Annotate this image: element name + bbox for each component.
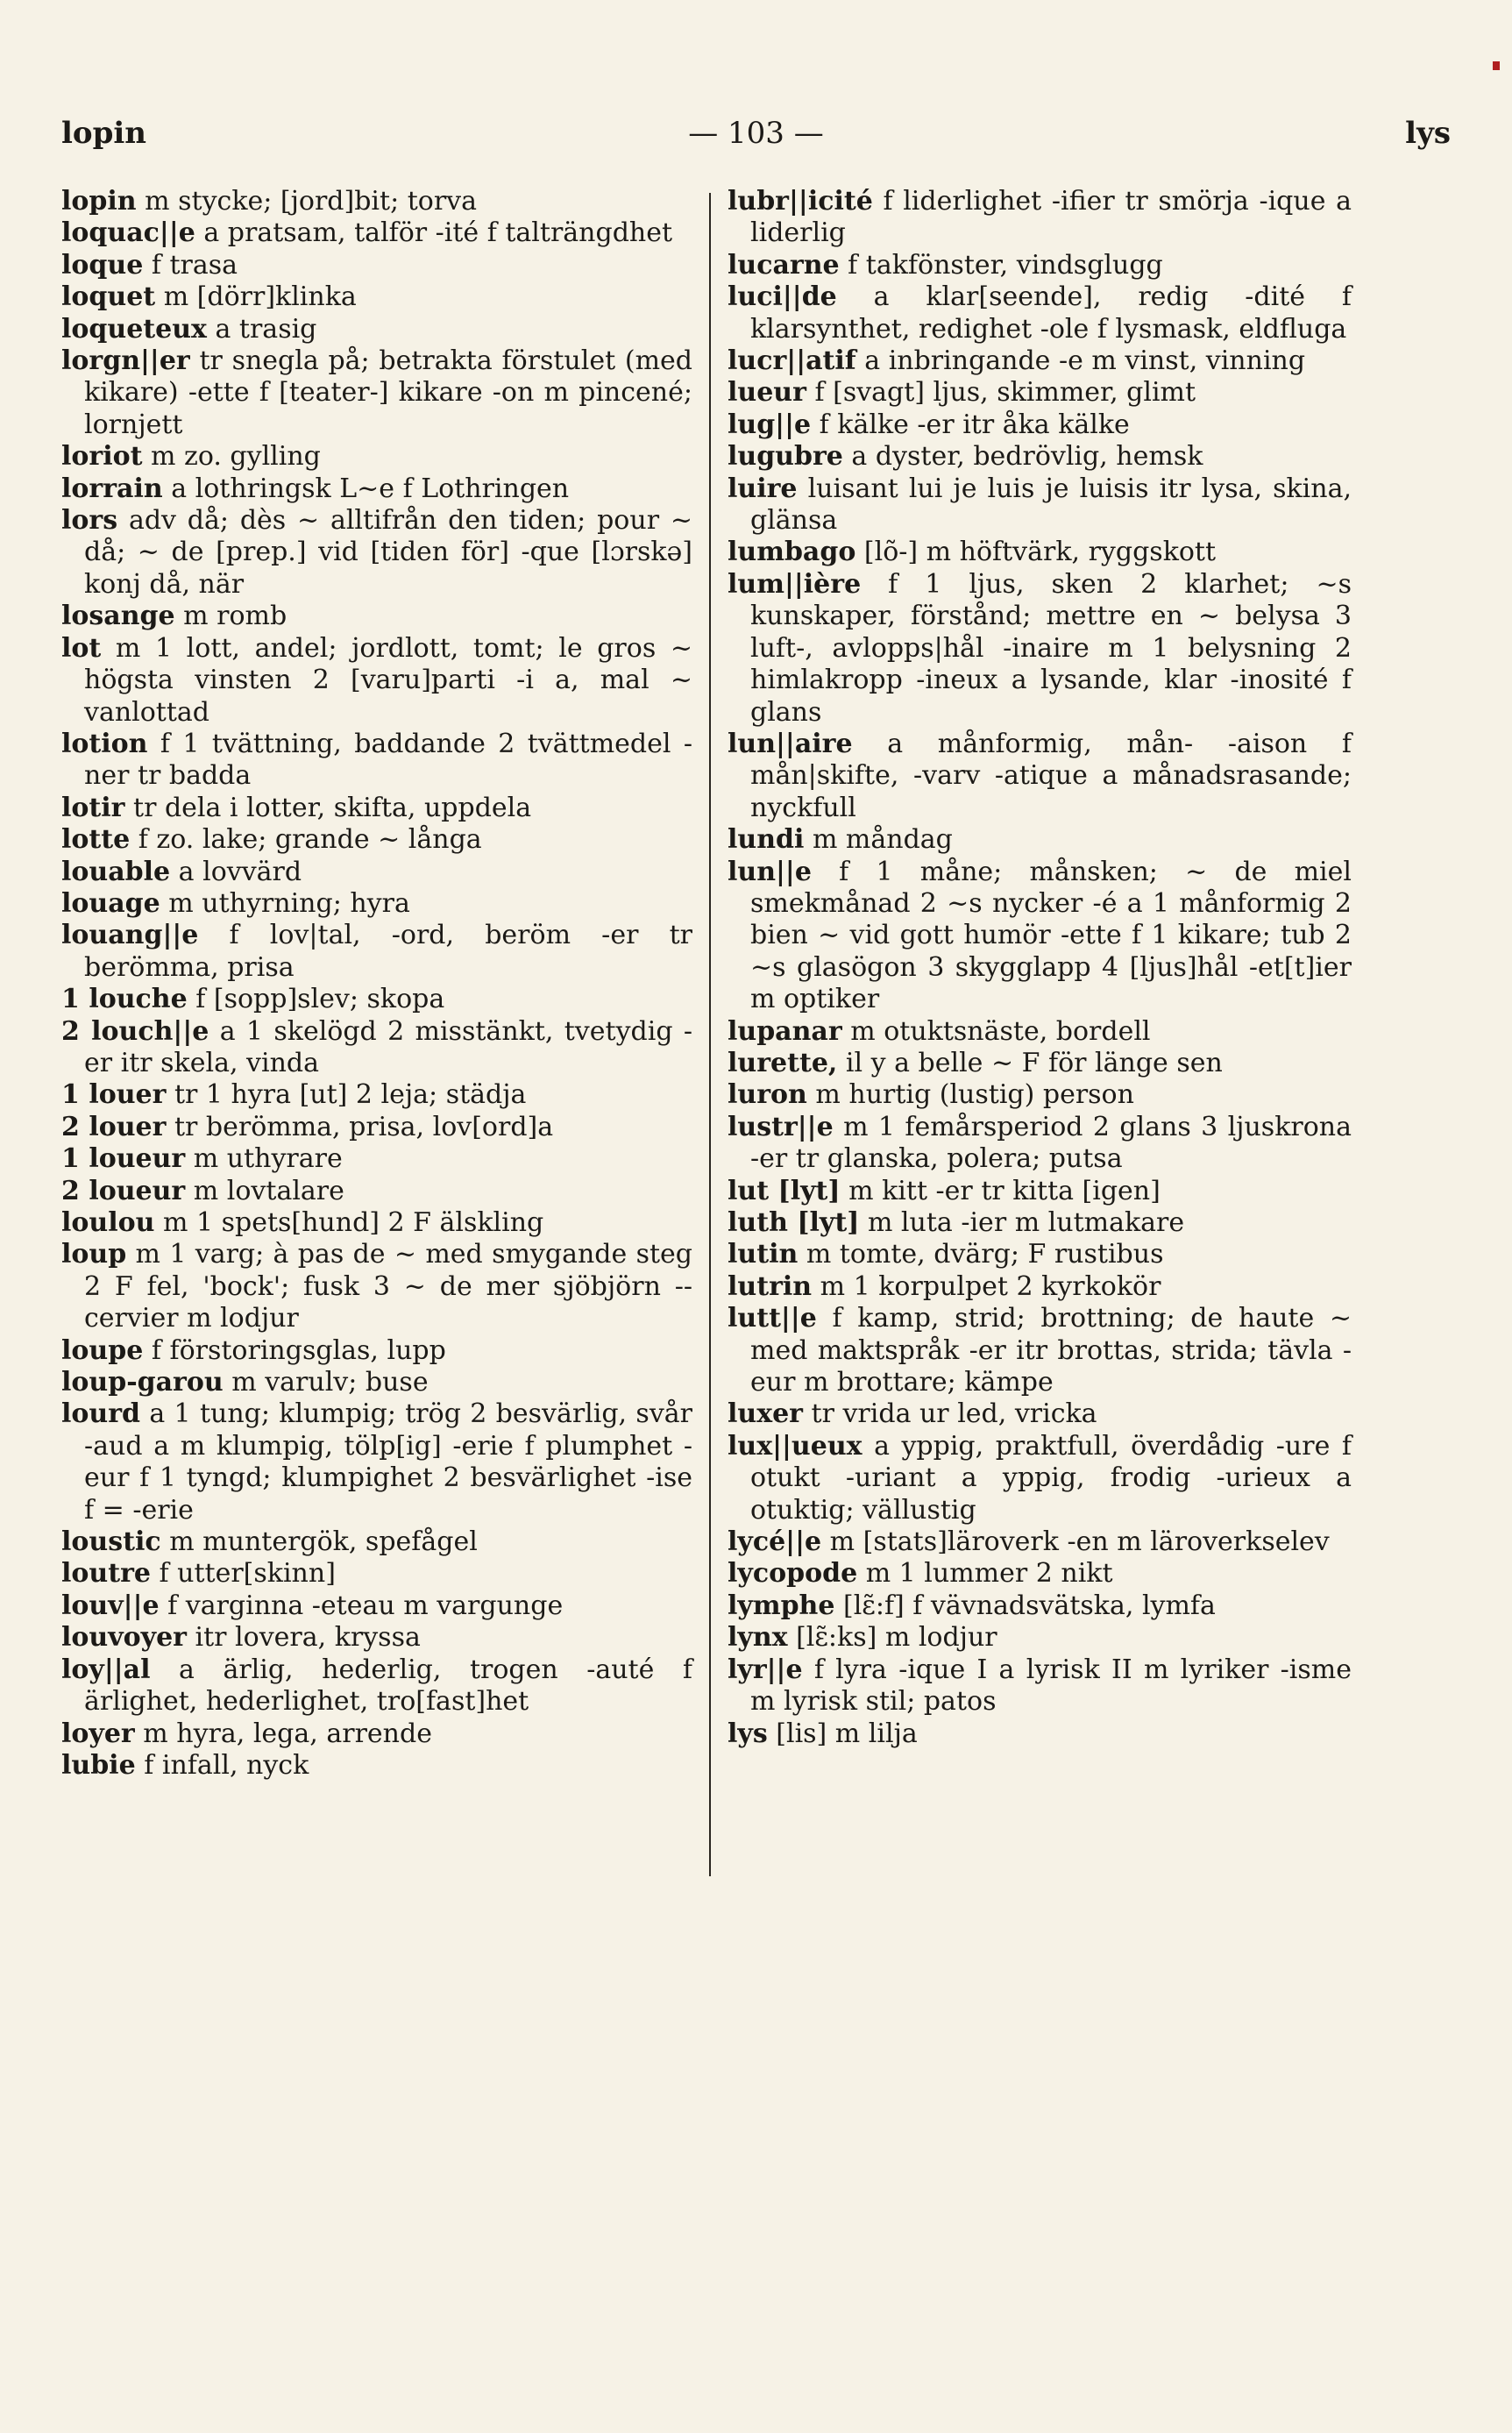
dictionary-entry xyxy=(61,1176,692,1207)
dictionary-entry xyxy=(61,1079,692,1111)
entry-headword: louang||e xyxy=(61,920,199,951)
entry-headword: lut [lyt] xyxy=(728,1175,841,1206)
entry-headword: lopin xyxy=(61,186,137,217)
dictionary-entry xyxy=(728,1176,1352,1207)
entry-headword: lun||e xyxy=(728,856,812,887)
entry-definition: luisant lui je luis je luisis itr lysa, skina, glänsa xyxy=(750,473,1352,537)
entry-headword: lupanar xyxy=(728,1015,842,1047)
entry-headword: lubie xyxy=(61,1749,136,1781)
entry-definition: tr dela i lotter, skifta, uppdela xyxy=(133,792,532,823)
dictionary-entry xyxy=(61,1654,692,1718)
entry-headword: losange xyxy=(61,601,175,632)
entry-definition: f zo. lake; grande ~ långa xyxy=(138,824,482,856)
entry-definition: tr snegla på; betrakta förstulet (med kikare) -ette f [teater-] kikare -on m pincené; lornjett xyxy=(84,345,692,440)
dictionary-entry xyxy=(728,729,1352,824)
entry-headword: loustic xyxy=(61,1526,161,1558)
entry-definition: [lɛ̃:ks] m lodjur xyxy=(796,1622,997,1654)
entry-headword: lorgn||er xyxy=(61,345,190,377)
dictionary-entry xyxy=(61,824,692,856)
entry-headword: louage xyxy=(61,887,160,919)
dictionary-entry xyxy=(61,1239,692,1334)
entry-headword: luth [lyt] xyxy=(728,1207,860,1238)
dictionary-entry xyxy=(61,1112,692,1143)
entry-definition: f liderlighet -ifier tr smörja -ique a liderlig xyxy=(750,186,1352,249)
entry-definition: [lis] m lilja xyxy=(776,1718,918,1749)
entry-headword: loupe xyxy=(61,1334,144,1366)
entry-headword: 2 loueur xyxy=(61,1175,186,1206)
entry-headword: 2 louch||e xyxy=(61,1015,209,1047)
entry-definition: itr lovera, kryssa xyxy=(195,1622,421,1654)
entry-headword: loyer xyxy=(61,1718,135,1749)
entry-headword: loutre xyxy=(61,1558,151,1590)
entry-headword: louv||e xyxy=(61,1590,160,1621)
dictionary-entry xyxy=(728,1207,1352,1239)
entry-headword: luron xyxy=(728,1079,807,1111)
entry-definition: a 1 tung; klumpig; trög 2 besvärlig, svår -aud a m klumpig, tölp[ig] -erie f plumphet -eur f 1 tyngd; klumpighet 2 besvärlighet -ise f = -erie xyxy=(84,1398,692,1526)
dictionary-entry xyxy=(61,1143,692,1175)
page-corner-mark xyxy=(1493,61,1500,70)
dictionary-entry xyxy=(61,633,692,729)
dictionary-entry xyxy=(728,1718,1352,1750)
entry-headword: lum||ière xyxy=(728,568,862,600)
entry-definition: f 1 ljus, sken 2 klarhet; ~s kunskaper, förstånd; mettre en ~ belysa 3 luft-, avlopps|hål -inaire m 1 belysning 2 himlakropp -ineux a lysande, klar -inosité f glans xyxy=(750,568,1352,728)
dictionary-entry xyxy=(728,1303,1352,1398)
entry-headword: loqueteux xyxy=(61,313,207,345)
entry-definition: m [dörr]klinka xyxy=(163,281,357,313)
dictionary-columns xyxy=(61,186,1352,1904)
dictionary-entry xyxy=(728,1590,1352,1622)
dictionary-entry xyxy=(61,345,692,441)
entry-definition: a klar[seende], redig -dité f klarsynthet, redighet -ole f lysmask, eldfluga xyxy=(750,281,1352,345)
dictionary-entry xyxy=(728,857,1352,1016)
dictionary-entry xyxy=(728,473,1352,537)
dictionary-entry xyxy=(728,281,1352,345)
dictionary-entry xyxy=(728,186,1352,250)
entry-headword: lymphe xyxy=(728,1590,835,1621)
dictionary-entry xyxy=(61,1367,692,1398)
entry-headword: loup-garou xyxy=(61,1367,224,1398)
entry-definition: tr berömma, prisa, lov[ord]a xyxy=(174,1111,554,1142)
entry-definition: f 1 måne; månsken; ~ de miel smekmånad 2 ~s nycker -é a 1 månformig 2 bien ~ vid gott humör -ette f 1 kikare; tub 2 ~s glasögon 3 skygglapp 4 [ljus]hål -et[t]ier m optiker xyxy=(750,856,1352,1015)
entry-headword: lun||aire xyxy=(728,728,853,759)
dictionary-entry xyxy=(61,984,692,1015)
entry-definition: f [sopp]slev; skopa xyxy=(195,984,445,1015)
dictionary-entry xyxy=(728,1271,1352,1303)
entry-headword: lyr||e xyxy=(728,1654,803,1685)
entry-definition: m muntergök, spefågel xyxy=(169,1526,478,1558)
entry-headword: lueur xyxy=(728,377,806,409)
dictionary-entry xyxy=(61,1335,692,1367)
dictionary-entry xyxy=(728,1431,1352,1526)
dictionary-entry xyxy=(728,1558,1352,1590)
entry-headword: luci||de xyxy=(728,281,837,313)
dictionary-entry xyxy=(61,1398,692,1526)
right-column xyxy=(728,186,1352,1750)
entry-definition: m 1 lott, andel; jordlott, tomt; le gros ~ högsta vinsten 2 [varu]parti -i a, mal ~ vanlottad xyxy=(84,632,692,728)
entry-headword: louable xyxy=(61,856,171,887)
entry-headword: lot xyxy=(61,632,102,664)
entry-headword: lustr||e xyxy=(728,1111,834,1142)
entry-definition: m 1 korpulpet 2 kyrkokör xyxy=(820,1270,1161,1302)
entry-definition: a lovvärd xyxy=(178,856,302,887)
entry-headword: lynx xyxy=(728,1622,788,1654)
entry-headword: 1 louer xyxy=(61,1079,167,1111)
entry-definition: m uthyrare xyxy=(193,1143,343,1175)
entry-definition: f varginna -eteau m vargunge xyxy=(167,1590,564,1621)
dictionary-entry xyxy=(61,793,692,824)
dictionary-entry xyxy=(728,1526,1352,1558)
entry-headword: louvoyer xyxy=(61,1622,187,1654)
dictionary-entry xyxy=(61,1207,692,1239)
entry-headword: lutt||e xyxy=(728,1303,817,1334)
entry-definition: m hyra, lega, arrende xyxy=(143,1718,432,1749)
entry-definition: a trasig xyxy=(215,313,317,345)
entry-headword: lotion xyxy=(61,728,148,759)
dictionary-entry xyxy=(61,857,692,888)
dictionary-entry xyxy=(61,186,692,217)
dictionary-entry xyxy=(61,217,692,249)
dictionary-entry xyxy=(61,1622,692,1654)
entry-definition: m varulv; buse xyxy=(231,1367,429,1398)
entry-definition: f kälke -er itr åka kälke xyxy=(819,409,1130,440)
dictionary-entry xyxy=(61,888,692,920)
dictionary-entry xyxy=(61,1718,692,1750)
dictionary-entry xyxy=(728,569,1352,729)
dictionary-entry xyxy=(728,1016,1352,1048)
entry-definition: m uthyrning; hyra xyxy=(168,887,410,919)
header-left-guideword: lopin xyxy=(61,116,147,151)
column-divider xyxy=(709,193,711,1876)
dictionary-entry xyxy=(728,1239,1352,1270)
entry-headword: 1 loueur xyxy=(61,1143,186,1175)
entry-definition: m hurtig (lustig) person xyxy=(815,1079,1134,1111)
entry-definition: m 1 lummer 2 nikt xyxy=(865,1558,1113,1590)
dictionary-entry xyxy=(728,537,1352,568)
dictionary-entry xyxy=(61,441,692,473)
entry-definition: f utter[skinn] xyxy=(159,1558,336,1590)
dictionary-entry xyxy=(61,920,692,984)
entry-definition: f [svagt] ljus, skimmer, glimt xyxy=(814,377,1196,409)
entry-definition: f infall, nyck xyxy=(144,1749,309,1781)
entry-headword: loulou xyxy=(61,1207,155,1238)
entry-definition: tr vrida ur led, vricka xyxy=(811,1398,1097,1430)
dictionary-entry xyxy=(61,1526,692,1558)
entry-headword: lucarne xyxy=(728,249,840,281)
entry-headword: luxer xyxy=(728,1398,803,1430)
dictionary-entry xyxy=(61,1016,692,1080)
entry-definition: f trasa xyxy=(151,249,238,281)
dictionary-entry xyxy=(728,1112,1352,1176)
entry-definition: m tomte, dvärg; F rustibus xyxy=(806,1239,1164,1270)
entry-definition: a ärlig, hederlig, trogen -auté f ärlighet, hederlighet, tro[fast]het xyxy=(84,1654,692,1718)
entry-definition: m 1 spets[hund] 2 F älskling xyxy=(162,1207,544,1238)
dictionary-entry xyxy=(728,345,1352,377)
entry-headword: loquet xyxy=(61,281,156,313)
dictionary-entry xyxy=(728,1398,1352,1430)
dictionary-entry xyxy=(728,1048,1352,1079)
entry-definition: f lyra -ique I a lyrisk II m lyriker -isme m lyrisk stil; patos xyxy=(750,1654,1352,1718)
page-header xyxy=(61,116,1451,160)
dictionary-entry xyxy=(61,1590,692,1622)
dictionary-entry xyxy=(728,377,1352,409)
dictionary-entry xyxy=(728,1622,1352,1654)
entry-headword: lorrain xyxy=(61,473,163,504)
entry-headword: lurette, xyxy=(728,1047,838,1078)
entry-definition: f takfönster, vindsglugg xyxy=(848,249,1163,281)
dictionary-entry xyxy=(61,250,692,281)
entry-definition: m kitt -er tr kitta [igen] xyxy=(848,1175,1161,1206)
page-number: — 103 — xyxy=(688,116,824,151)
entry-headword: lycopode xyxy=(728,1558,858,1590)
dictionary-entry xyxy=(728,441,1352,473)
entry-headword: lutrin xyxy=(728,1270,813,1302)
entry-definition: f 1 tvättning, baddande 2 tvättmedel -ner tr badda xyxy=(84,728,692,792)
entry-headword: lucr||atif xyxy=(728,345,856,377)
entry-definition: m luta -ier m lutmakare xyxy=(867,1207,1185,1238)
entry-definition: adv då; dès ~ alltifrån den tiden; pour ~ då; ~ de [prep.] vid [tiden för] -que [lɔrskə] konj då, när xyxy=(84,505,692,600)
entry-definition: m 1 varg; à pas de ~ med smygande steg 2 F fel, 'bock'; fusk 3 ~ de mer sjöbjörn --cervier m lodjur xyxy=(84,1239,692,1334)
entry-headword: lourd xyxy=(61,1398,140,1430)
dictionary-entry xyxy=(61,601,692,632)
entry-definition: m otuktsnäste, bordell xyxy=(850,1015,1151,1047)
entry-definition: a 1 skelögd 2 misstänkt, tvetydig -er itr skela, vinda xyxy=(84,1015,693,1078)
entry-headword: loquac||e xyxy=(61,217,195,249)
entry-headword: loriot xyxy=(61,441,143,473)
dictionary-entry xyxy=(61,1558,692,1590)
entry-definition: m 1 femårsperiod 2 glans 3 ljuskrona -er tr glanska, polera; putsa xyxy=(750,1111,1352,1175)
entry-headword: lug||e xyxy=(728,409,812,440)
entry-headword: lotte xyxy=(61,824,131,856)
entry-headword: lycé||e xyxy=(728,1526,822,1558)
entry-definition: a månformig, mån- -aison f mån|skifte, -varv -atique a månadsrasande; nyckfull xyxy=(750,728,1352,823)
entry-definition: f förstoringsglas, lupp xyxy=(151,1334,446,1366)
entry-definition: tr 1 hyra [ut] 2 leja; städja xyxy=(174,1079,527,1111)
entry-headword: lugubre xyxy=(728,441,843,473)
dictionary-entry xyxy=(61,729,692,793)
dictionary-entry xyxy=(61,281,692,313)
entry-definition: m måndag xyxy=(812,824,953,856)
dictionary-entry xyxy=(728,1654,1352,1718)
entry-definition: a lothringsk L~e f Lothringen xyxy=(171,473,570,504)
entry-headword: loque xyxy=(61,249,144,281)
entry-definition: [lõ-] m höftvärk, ryggskott xyxy=(863,537,1217,568)
left-column xyxy=(61,186,692,1782)
entry-headword: loy||al xyxy=(61,1654,151,1685)
entry-definition: il y a belle ~ F för länge sen xyxy=(845,1047,1223,1078)
entry-definition: f kamp, strid; brottning; de haute ~ med maktspråk -er itr brottas, strida; tävla -eur m brottare; kämpe xyxy=(750,1303,1352,1398)
entry-headword: lors xyxy=(61,505,118,537)
entry-definition: [lɛ̃:f] f vävnadsvätska, lymfa xyxy=(843,1590,1216,1621)
entry-headword: lux||ueux xyxy=(728,1430,862,1462)
dictionary-entry xyxy=(61,1750,692,1782)
header-right-guideword: lys xyxy=(1405,116,1451,151)
entry-definition: a yppig, praktfull, överdådig -ure f otukt -uriant a yppig, frodig -urieux a otuktig; vällustig xyxy=(750,1430,1352,1526)
dictionary-entry xyxy=(728,1079,1352,1111)
entry-definition: f lov|tal, -ord, beröm -er tr berömma, prisa xyxy=(84,920,692,983)
entry-headword: lumbago xyxy=(728,537,856,568)
entry-headword: luire xyxy=(728,473,798,504)
entry-headword: lubr||icité xyxy=(728,186,873,217)
entry-definition: a pratsam, talför -ité f talträngdhet xyxy=(203,217,673,249)
dictionary-entry xyxy=(728,250,1352,281)
entry-headword: 1 louche xyxy=(61,984,188,1015)
entry-headword: lys xyxy=(728,1718,768,1749)
entry-definition: a dyster, bedrövlig, hemsk xyxy=(851,441,1203,473)
dictionary-entry xyxy=(61,473,692,505)
dictionary-entry xyxy=(728,824,1352,856)
entry-headword: lutin xyxy=(728,1239,799,1270)
entry-definition: m romb xyxy=(183,601,287,632)
entry-headword: loup xyxy=(61,1239,127,1270)
entry-definition: a inbringande -e m vinst, vinning xyxy=(864,345,1306,377)
dictionary-entry xyxy=(61,314,692,345)
entry-definition: m stycke; [jord]bit; torva xyxy=(145,186,478,217)
entry-headword: 2 louer xyxy=(61,1111,167,1142)
dictionary-entry xyxy=(728,409,1352,441)
entry-headword: lotir xyxy=(61,792,125,823)
entry-definition: m [stats]läroverk -en m läroverkselev xyxy=(829,1526,1330,1558)
entry-definition: m zo. gylling xyxy=(151,441,321,473)
entry-definition: m lovtalare xyxy=(193,1175,344,1206)
entry-headword: lundi xyxy=(728,824,805,856)
dictionary-entry xyxy=(61,505,692,601)
